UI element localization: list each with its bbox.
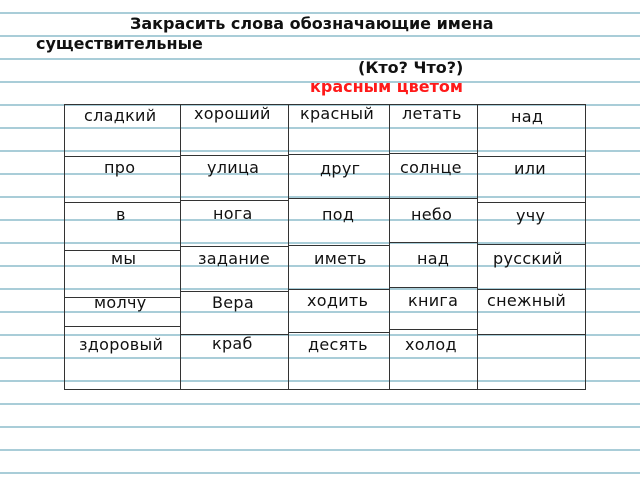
column-divider xyxy=(288,104,289,390)
word-cell[interactable]: иметь xyxy=(314,249,367,268)
word-cell[interactable]: снежный xyxy=(487,291,567,310)
cell-border xyxy=(389,153,477,154)
cell-border xyxy=(180,155,288,156)
word-cell[interactable]: над xyxy=(417,249,450,268)
word-cell[interactable]: или xyxy=(514,159,546,178)
word-cell[interactable]: под xyxy=(322,205,355,224)
cell-border xyxy=(477,202,586,203)
word-table xyxy=(64,104,586,390)
word-cell[interactable]: мы xyxy=(111,249,137,268)
column-divider xyxy=(389,104,390,390)
table-border-left xyxy=(64,104,65,390)
cell-border xyxy=(477,289,586,290)
column-divider xyxy=(180,104,181,390)
cell-border xyxy=(180,246,288,247)
word-cell[interactable]: учу xyxy=(516,206,546,225)
cell-border xyxy=(389,198,477,199)
cell-border xyxy=(288,245,389,246)
cell-border xyxy=(477,156,586,157)
cell-border xyxy=(64,202,180,203)
cell-border xyxy=(288,198,389,199)
word-cell[interactable]: здоровый xyxy=(79,335,164,354)
word-cell[interactable]: красный xyxy=(300,104,375,123)
cell-border xyxy=(288,289,389,290)
word-cell[interactable]: летать xyxy=(402,104,462,123)
cell-border xyxy=(180,200,288,201)
title-line-1: Закрасить слова обозначающие имена xyxy=(130,14,494,33)
cell-border xyxy=(288,332,389,333)
word-cell[interactable]: нога xyxy=(213,204,253,223)
word-cell[interactable]: в xyxy=(116,205,126,224)
word-cell[interactable]: Вера xyxy=(212,293,254,312)
word-cell[interactable]: улица xyxy=(207,158,260,177)
cell-border xyxy=(64,326,180,327)
column-divider xyxy=(477,104,478,390)
cell-border xyxy=(64,156,180,157)
cell-border xyxy=(180,291,288,292)
word-cell[interactable]: русский xyxy=(493,249,563,268)
title-line-2: существительные xyxy=(36,34,203,53)
cell-border xyxy=(288,154,389,155)
word-cell[interactable]: друг xyxy=(320,159,361,178)
cell-border xyxy=(389,242,477,243)
table-border-right xyxy=(585,104,586,390)
cell-border xyxy=(477,334,586,335)
word-cell[interactable]: сладкий xyxy=(84,106,157,125)
word-cell[interactable]: солнце xyxy=(400,158,462,177)
word-cell[interactable]: небо xyxy=(411,205,453,224)
word-cell[interactable]: краб xyxy=(212,334,253,353)
word-cell[interactable]: книга xyxy=(408,291,459,310)
cell-border xyxy=(477,244,586,245)
table-border-bottom xyxy=(64,389,586,390)
title-color-instruction: красным цветом xyxy=(310,77,463,96)
cell-border xyxy=(389,287,477,288)
cell-border xyxy=(389,329,477,330)
word-cell[interactable]: ходить xyxy=(307,291,369,310)
title-question: (Кто? Что?) xyxy=(358,58,464,77)
word-cell[interactable]: холод xyxy=(405,335,457,354)
word-cell[interactable]: молчу xyxy=(94,293,147,312)
word-cell[interactable]: задание xyxy=(198,249,270,268)
word-cell[interactable]: хороший xyxy=(194,104,271,123)
word-cell[interactable]: десять xyxy=(308,335,368,354)
word-cell[interactable]: над xyxy=(511,107,544,126)
word-cell[interactable]: про xyxy=(104,158,136,177)
